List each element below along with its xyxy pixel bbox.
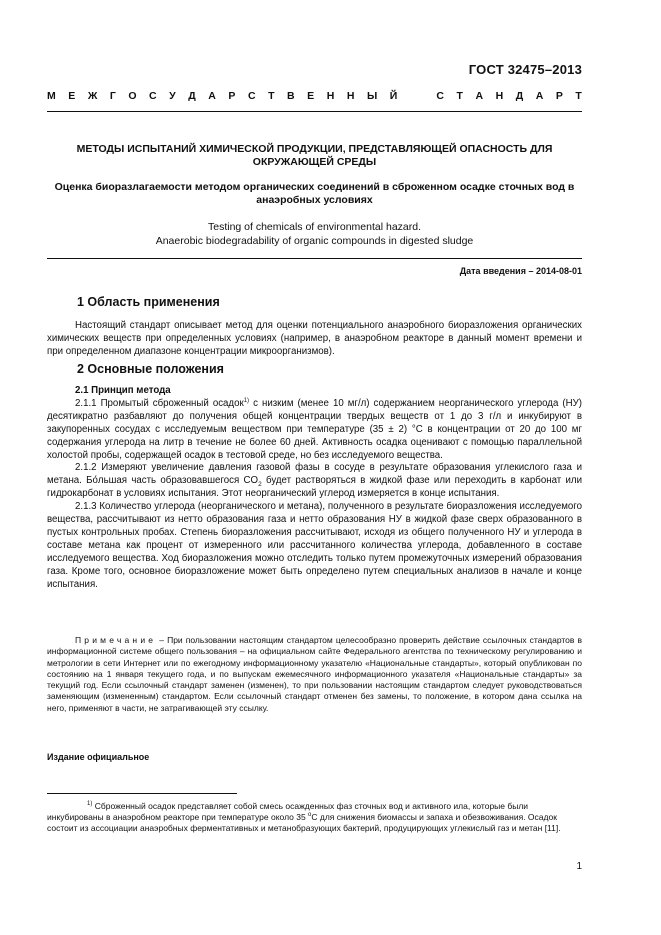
banner-letter: Ы — [366, 90, 378, 102]
section-1-heading: 1 Область применения — [77, 295, 220, 309]
top-divider — [47, 111, 582, 112]
banner-letter: С — [247, 90, 256, 102]
interstate-standard-banner — [47, 90, 582, 102]
paragraph-2-1-1-rest: с низким (менее 10 мг/л) содержанием неорганического углерода (НУ) десятикратно разбавляют до получения общей концентрации твердых веществ от 1 до 3 г/л и инкубируют в закупоренных сосудах с исследуемым веществом при температуре (35 ± 2) °С в концентрации от 20 до 100 мг содержания углерода на литр в течение не более 60 дней. Активность осадка оценивают с помощью параллельной холостой пробы, содержащей осадок в тестовой среде, но без исследуемого вещества. — [47, 397, 582, 461]
section-2-body — [47, 385, 582, 592]
paragraph-2-1-3: 2.1.3 Количество углерода (неорганического и метана), полученного в результате биоразложения исследуемого вещества, рассчитывают из нетто образования газа и нетто образования НУ в жидкой фазе сверх образованного в пустых контрольных пробах. Степень биоразложения рассчитывают, исходя из общего полученного НУ и углерода в составе метана как процент от измеренного или рассчитанного количества углерода, добавленного в составе исследуемого вещества. Ход биоразложения можно отследить только путем промежуточных измерений образования газа. Кроме того, основное биоразложение может быть определено путем специальных анализов в начале и конце испытания. — [47, 501, 582, 590]
banner-letter: Е — [68, 90, 76, 102]
banner-letter: Т — [268, 90, 275, 102]
footnote — [47, 801, 582, 835]
english-title — [47, 220, 582, 248]
paragraph-2-1-2-rest: будет растворяться в жидкой фазе или переходить в карбонат или гидрокарбонат в условиях испытания. Этот неорганический углерод измеряется в конце испытания. — [47, 475, 582, 500]
note-label: Примечание — [75, 635, 157, 645]
banner-letter: Е — [307, 90, 315, 102]
english-title-line-1: Testing of chemicals of environmental hazard. — [207, 221, 422, 233]
note-text: – При пользовании настоящим стандартом целесообразно проверить действие ссылочных стандартов в информационной системе общего пользования – на официальном сайте Федерального агентства по техническому регулированию и метрологии в сети Интернет или по ежегодному информационному указателю «Национальные стандарты», который опубликован по состоянию на 1 января текущего года, и по выпускам ежемесячного информационного указателя «Национальные стандарты» за текущий год. Если ссылочный стандарт заменен (изменен), то при пользовании настоящим стандартом следует руководствоваться заменяющим (измененным) стандартом. Если ссылочный стандарт отменен без замены, то положение, в котором дана ссылка на него, применяют в части, не затрагивающей эту ссылку. — [47, 635, 582, 713]
section-2-heading: 2 Основные положения — [77, 362, 224, 376]
banner-letter: Й — [389, 90, 398, 102]
gost-code: ГОСТ 32475–2013 — [468, 62, 582, 77]
introduction-date: Дата введения – 2014-08-01 — [459, 266, 582, 276]
paragraph-2-1-1 — [47, 398, 582, 463]
banner-letter: А — [475, 90, 484, 102]
banner-letter: С — [149, 90, 157, 102]
paragraph-2-1-1-start: 2.1.1 Промытый сброженный осадок — [75, 397, 244, 409]
subsection-2-1-heading: 2.1 Принцип метода — [75, 385, 171, 396]
footnote-ref[interactable]: 1) — [243, 397, 250, 404]
banner-letter: С — [436, 90, 444, 102]
banner-letter: Р — [228, 90, 236, 102]
banner-letter: Н — [495, 90, 504, 102]
banner-letter: М — [47, 90, 56, 102]
banner-letter: Т — [575, 90, 582, 102]
banner-letter: Н — [326, 90, 335, 102]
banner-letter: Т — [456, 90, 463, 102]
banner-letter: Р — [555, 90, 563, 102]
banner-letter: В — [287, 90, 295, 102]
banner-letter: Д — [188, 90, 196, 102]
banner-letter: Н — [346, 90, 355, 102]
document-subtitle: Оценка биоразлагаемости методом органических соединений в сброженном осадке сточных вод в анаэробных условиях — [54, 181, 575, 206]
banner-word-gap — [410, 90, 424, 102]
banner-letter: А — [208, 90, 216, 102]
scope-paragraph: Настоящий стандарт описывает метод для оценки потенциального анаэробного биоразложения органических химических веществ при определенных условиях (например, в анаэробном реакторе в данный момент времени и при определенном диапазоне концентрации микроорганизмов). — [47, 320, 582, 357]
banner-letter: Ж — [87, 90, 98, 102]
banner-letter: Д — [515, 90, 524, 102]
banner-letter: Г — [109, 90, 116, 102]
banner-letter: У — [169, 90, 176, 102]
section-1-body — [47, 320, 582, 359]
note-block — [47, 635, 582, 714]
document-title: МЕТОДЫ ИСПЫТАНИЙ ХИМИЧЕСКОЙ ПРОДУКЦИИ, ПРЕДСТАВЛЯЮЩЕЙ ОПАСНОСТЬ ДЛЯ ОКРУЖАЮЩЕЙ СРЕДЫ — [76, 143, 553, 168]
footnote-text-rest: С для снижения биомассы и запаха и обезвоживания. Осадок состоит из ассоциации анаэробных ферментативных и метанобразующих бактерий, продуцирующих углекислый газ и метан [11]. — [47, 812, 561, 834]
paragraph-2-1-2-start: 2.1.2 Измеряют увеличение давления газовой фазы в сосуде в результате образования углекислого газа и метана. Бо́льшая часть образовавшегося CO — [47, 462, 582, 487]
footnote-divider — [47, 793, 237, 794]
footnote-mark: 1) — [87, 801, 93, 808]
english-title-line-2: Anaerobic biodegradability of organic compounds in digested sludge — [155, 235, 474, 247]
title-divider — [47, 258, 582, 259]
footnote-text-start: Сброженный осадок представляет собой смесь осажденных фаз сточных вод и активного ила, которые были инкубированы в анаэробном реакторе при температуре около 35 — [47, 801, 529, 823]
co2-subscript: 2 — [258, 481, 262, 489]
paragraph-2-1-2 — [47, 462, 582, 501]
degree-sign: о — [308, 812, 312, 819]
banner-letter: О — [128, 90, 137, 102]
official-edition-label: Издание официальное — [47, 752, 150, 762]
page-number: 1 — [576, 861, 582, 872]
banner-letter: А — [535, 90, 544, 102]
